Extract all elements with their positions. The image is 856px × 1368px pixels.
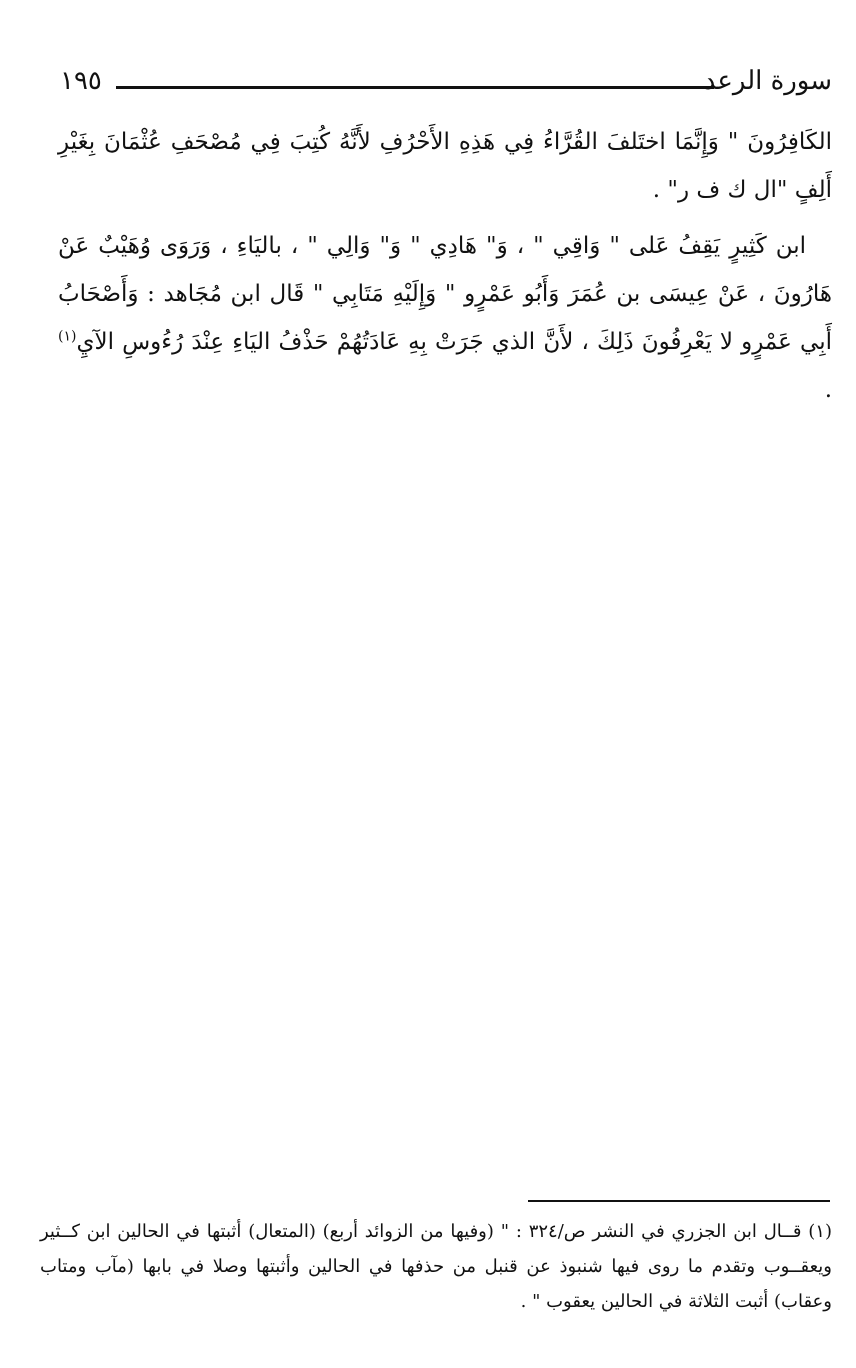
surah-title: سورة الرعد <box>703 66 832 96</box>
paragraph <box>58 222 832 414</box>
paragraph-end: . <box>824 377 832 403</box>
header-rule <box>116 86 714 89</box>
main-text <box>58 118 832 414</box>
page-header <box>60 62 832 106</box>
footnote-rule <box>528 1200 830 1202</box>
footnote-marker[interactable]: (١) <box>58 328 77 345</box>
footnotes <box>40 1214 832 1319</box>
page-number: ١٩٥ <box>60 66 102 96</box>
paragraph-text: ابن كَثِيرٍ يَقِفُ عَلى " وَاقِي " ، وَ" هَادِي " وَ" وَالِي " ، باليَاءِ ، وَرَوَى وُهَيْبٌ عَنْ هَارُونَ ، عَنْ عِيسَى بن عُمَرَ وَأَبُو عَمْرٍو " وَإِلَيْهِ مَتَابِي " قَال ابن مُجَاهد : وَأَصْحَابُ أَبِي عَمْرٍو لا يَعْرِفُونَ ذَلِكَ ، لأَنَّ الذي جَرَتْ بِهِ عَادَتُهُمْ حَذْفُ اليَاءِ عِنْدَ رُءُوسِ الآيِ <box>58 233 832 355</box>
paragraph: الكَافِرُونَ " وَإِنَّمَا اختَلفَ القُرَّاءُ فِي هَذِهِ الأَحْرُفِ لأَنَّهُ كُتِبَ فِي مُصْحَفِ عُثْمَانَ بِغَيْرِ أَلِفٍ "ال ك ف ر" . <box>58 129 832 203</box>
footnote: (١) قــال ابن الجزري في النشر ص/٣٢٤ : " (وفيها من الزوائد أربع) (المتعال) أثبتها في الحالين ابن كــثير ويعقــوب وتقدم ما روى فيها شنبوذ عن قنبل من حذفها في الحالين وأثبتها وصلا في بابها (مآب ومتاب وعقاب) أثبت الثلاثة في الحالين يعقوب " . <box>40 1221 832 1312</box>
